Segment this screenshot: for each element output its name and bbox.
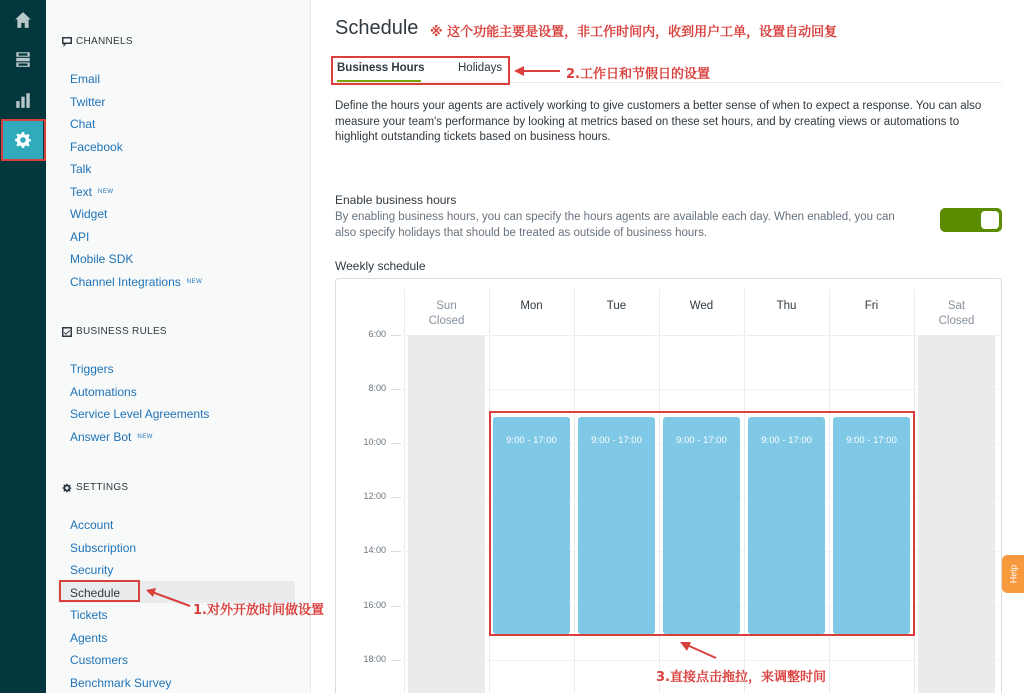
home-icon [14, 11, 32, 29]
annotation-blocks-note: 3.直接点击拖拉，来调整时间 [656, 670, 826, 685]
business-hours-block-label: 9:00 - 17:00 [846, 435, 897, 446]
day-header-underline [833, 335, 910, 336]
sidebar-item-chat[interactable] [70, 117, 95, 131]
annotation-arrow-2 [512, 64, 562, 78]
business-hours-block-label: 9:00 - 17:00 [591, 435, 642, 446]
home-button[interactable] [0, 0, 46, 40]
hour-tick [391, 606, 401, 607]
day-name: Thu [776, 300, 797, 312]
sidebar-item-security[interactable] [70, 563, 113, 577]
sidebar-item-label: Email [70, 72, 101, 86]
annotation-tabs-note: 2.工作日和节假日的设置 [566, 67, 710, 82]
business-hours-block-label: 9:00 - 17:00 [676, 435, 727, 446]
day-header-sat [914, 299, 999, 329]
sidebar-item-label: Service Level Agreements [70, 407, 210, 421]
sidebar-item-label: Mobile SDK [70, 252, 134, 266]
day-name: Sun [436, 300, 457, 312]
toggle-knob [981, 211, 999, 229]
sidebar-item-label: Twitter [70, 94, 106, 109]
day-header-wed [659, 299, 744, 314]
product-rail [0, 0, 46, 693]
admin-highlight-box [1, 119, 46, 161]
sidebar-item-label: Schedule [70, 585, 121, 600]
business-rules-section-title: BUSINESS RULES [62, 326, 167, 337]
sidebar-item-label: Widget [70, 207, 108, 221]
annotation-arrow-3 [678, 640, 718, 662]
day-name: Mon [520, 300, 543, 312]
day-header-underline [578, 335, 655, 336]
views-icon [14, 50, 32, 68]
sidebar-item-label: Agents [70, 630, 108, 645]
day-header-underline [748, 335, 825, 336]
annotation-arrow-1 [144, 585, 192, 615]
settings-section-title: SETTINGS [62, 482, 128, 493]
hour-tick [391, 389, 401, 390]
tab-business-hours[interactable]: Business Hours [337, 62, 425, 74]
sidebar-item-label: Chat [70, 117, 96, 131]
sidebar-item-label: Text [70, 184, 93, 199]
new-badge: NEW [98, 188, 114, 195]
sidebar-item-benchmark-survey[interactable] [70, 676, 171, 690]
sidebar-item-service-level-agreements[interactable] [70, 407, 209, 421]
hour-tick [391, 660, 401, 661]
channels-section-title: CHANNELS [62, 36, 133, 47]
enable-business-hours-toggle[interactable] [940, 208, 1002, 232]
sidebar-item-label: Answer Bot [70, 429, 132, 444]
help-button[interactable]: Help [1002, 555, 1024, 593]
sidebar-item-label: Triggers [70, 362, 114, 376]
hours-blocks-highlight-box [489, 411, 915, 636]
sidebar-item-automations[interactable] [70, 385, 137, 399]
sidebar-item-label: Tickets [70, 608, 108, 622]
views-button[interactable] [0, 39, 46, 79]
hour-tick [391, 551, 401, 552]
sidebar-item-tickets[interactable] [70, 608, 108, 622]
weekly-schedule-label: Weekly schedule [335, 259, 426, 273]
tab-holidays[interactable]: Holidays [458, 62, 503, 74]
hour-tick [391, 443, 401, 444]
time-label: 14:00 [363, 545, 386, 555]
sidebar-item-mobile-sdk[interactable] [70, 252, 133, 266]
sidebar-item-label: Benchmark Survey [70, 675, 172, 690]
sidebar-item-label: Security [70, 563, 114, 577]
sidebar-item-account[interactable] [70, 518, 113, 532]
sidebar-item-label: Facebook [70, 139, 123, 154]
sidebar-item-email[interactable] [70, 72, 100, 86]
sidebar-item-api[interactable] [70, 230, 89, 244]
sidebar-item-label: Channel Integrations [70, 274, 181, 289]
sidebar-item-text[interactable] [70, 185, 114, 199]
day-status: Closed [428, 315, 465, 327]
sidebar-item-label: Account [70, 518, 114, 532]
day-name: Fri [864, 300, 879, 312]
sidebar-item-label: Customers [70, 653, 129, 667]
reporting-icon [14, 91, 32, 109]
settings-gear-icon [62, 483, 72, 493]
sidebar-item-label: API [70, 229, 90, 244]
day-status: Closed [938, 315, 975, 327]
business-hours-description: Define the hours your agents are actively working to give customers a better sense of when to expect a response. You can also measure your team's performance by looking at metrics based on these set hours, and by creating views or automations to highlight outstanding tickets based on business hours. [335, 100, 982, 143]
closed-day-column [408, 335, 485, 693]
hour-tick [391, 335, 401, 336]
reporting-button[interactable] [0, 80, 46, 120]
time-label: 18:00 [363, 654, 386, 664]
schedule-highlight-box [59, 580, 140, 602]
tabs-highlight-box [331, 56, 510, 85]
day-name: Sat [947, 300, 966, 312]
sidebar-item-label: Subscription [70, 540, 137, 555]
closed-day-column [918, 335, 995, 693]
time-label: 16:00 [363, 600, 386, 610]
new-badge: NEW [137, 433, 153, 440]
sidebar-item-twitter[interactable] [70, 95, 105, 109]
business-rules-icon [62, 327, 72, 337]
hour-tick [391, 497, 401, 498]
day-header-underline [493, 335, 570, 336]
main-content [312, 0, 1024, 693]
day-name: Tue [606, 300, 627, 312]
sidebar-item-subscription[interactable] [70, 541, 136, 555]
annotation-schedule-note: 1.对外开放时间做设置 [193, 603, 324, 618]
day-header-underline [663, 335, 740, 336]
day-column-divider [404, 289, 405, 693]
sidebar-item-label: Talk [70, 162, 92, 176]
new-badge: NEW [186, 278, 203, 285]
sidebar-item-answer-bot[interactable] [70, 430, 153, 444]
sidebar-item-facebook[interactable] [70, 140, 123, 154]
enable-business-hours-hint: By enabling business hours, you can specify the hours agents are available each day. When enabled, you can also specify holidays that should be treated as outside of business hours. [335, 211, 895, 239]
day-name: Wed [689, 300, 714, 312]
time-label: 8:00 [368, 383, 386, 393]
page-title: Schedule [335, 17, 419, 39]
day-header-thu [744, 299, 829, 314]
channels-icon [62, 37, 72, 47]
enable-business-hours-label: Enable business hours [335, 193, 457, 207]
time-label: 12:00 [363, 491, 386, 501]
day-header-fri [829, 299, 914, 314]
day-header-tue [574, 299, 659, 314]
sidebar-item-customers[interactable] [70, 653, 128, 667]
sidebar-item-widget[interactable] [70, 207, 107, 221]
day-header-mon [489, 299, 574, 314]
sidebar-item-triggers[interactable] [70, 362, 114, 376]
business-hours-block-label: 9:00 - 17:00 [506, 435, 557, 446]
sidebar-item-agents[interactable] [70, 631, 107, 645]
time-label: 6:00 [368, 329, 386, 339]
business-hours-block-label: 9:00 - 17:00 [761, 435, 812, 446]
sidebar-item-channel-integrations[interactable] [70, 275, 202, 289]
annotation-title-note: ※ 这个功能主要是设置，非工作时间内，收到用户工单，设置自动回复 [430, 25, 838, 40]
sidebar-item-talk[interactable] [70, 162, 91, 176]
day-header-sun [404, 299, 489, 329]
time-label: 10:00 [363, 437, 386, 447]
hour-gridline [404, 389, 1000, 390]
sidebar-item-label: Automations [70, 384, 137, 399]
